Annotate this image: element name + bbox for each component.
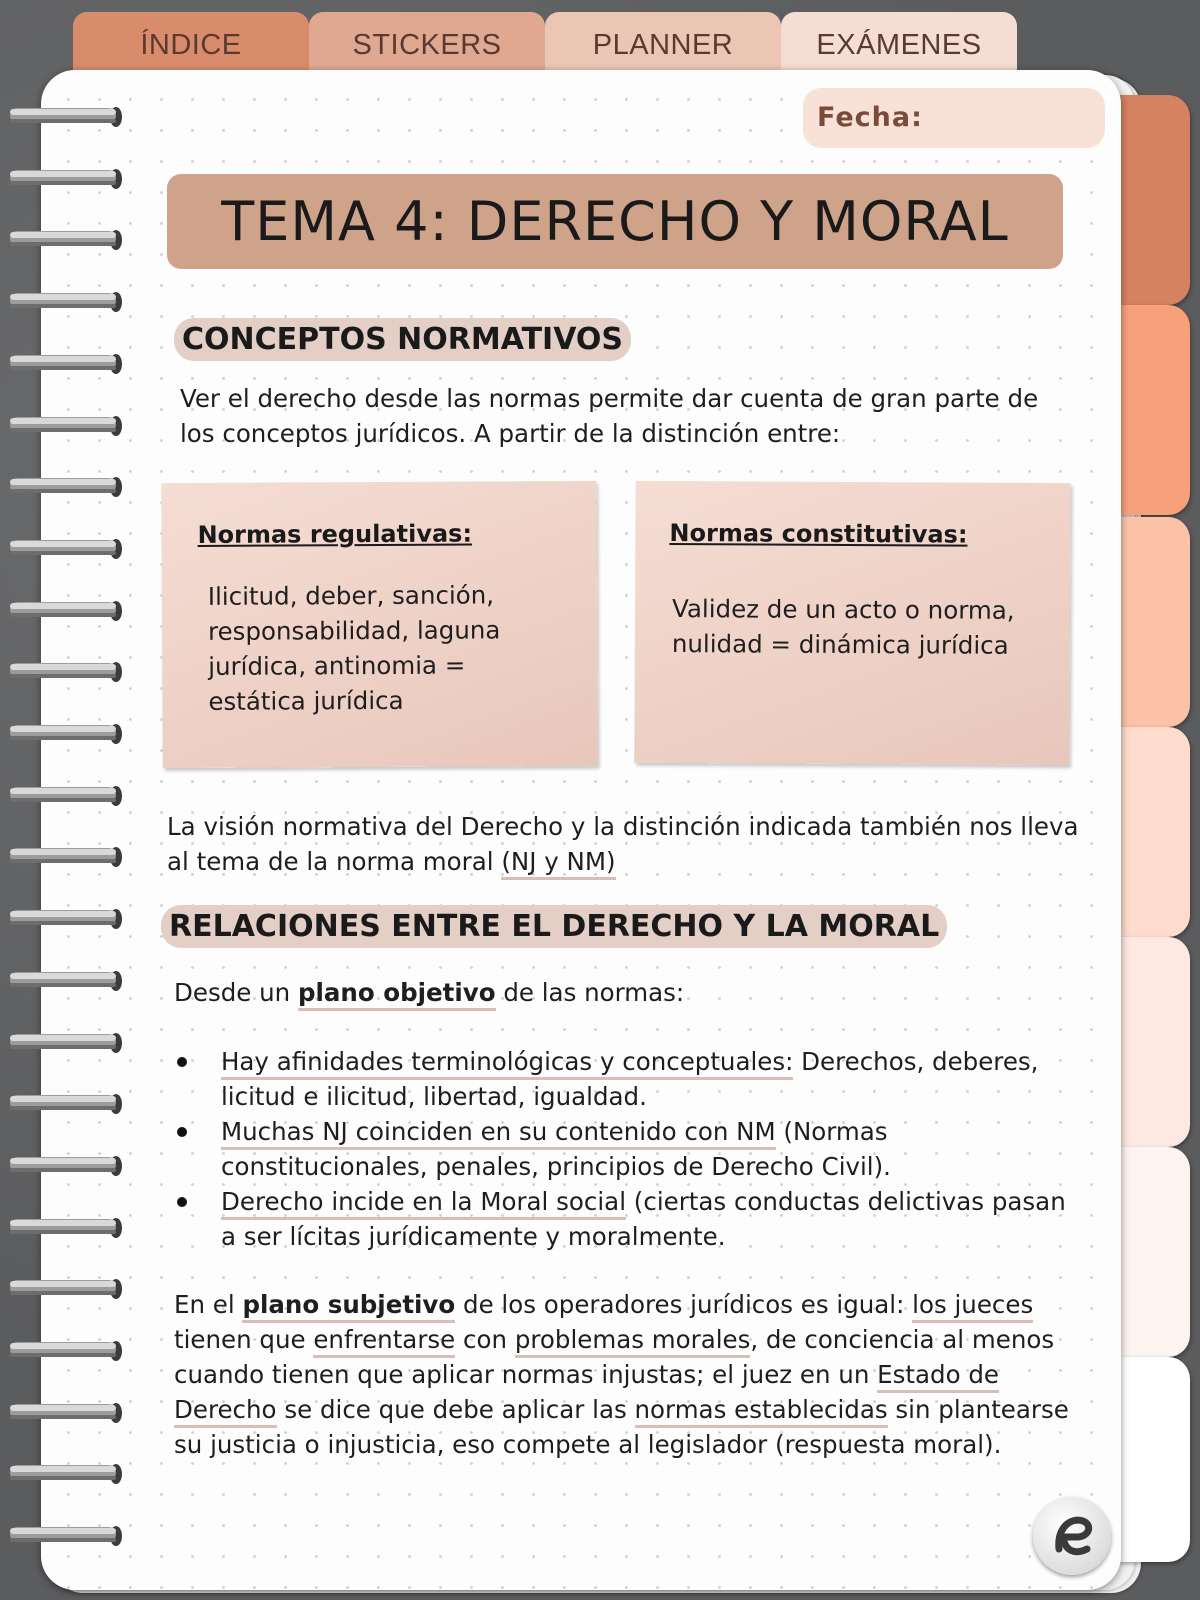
- side-tab-5[interactable]: [1118, 937, 1190, 1147]
- binder-ring: [4, 1151, 122, 1177]
- binder-ring: [4, 781, 122, 807]
- binder-ring: [4, 719, 122, 745]
- note-body: Validez de un acto o norma, nulidad = dinámica jurídica: [671, 594, 1015, 660]
- bullet-dot: [177, 1127, 187, 1137]
- section-heading-conceptos: CONCEPTOS NORMATIVOS: [174, 318, 631, 361]
- binder-ring: [4, 349, 122, 375]
- page-title: TEMA 4: DERECHO Y MORAL: [221, 190, 1009, 253]
- binder-ring: [4, 1459, 122, 1485]
- binder-ring: [4, 225, 122, 251]
- plano-subjetivo-paragraph: En el plano subjetivo de los operadores jurídicos es igual: los jueces tienen que enfrentarse con problemas morales, de conciencia al menos cuando tienen que aplicar normas injustas; el juez en un Estado de Derecho se dice que debe aplicar las normas establecidas sin plantearse su justicia o injusticia, eso compete al legislador (respuesta moral).: [174, 1290, 1069, 1459]
- binder-ring: [4, 657, 122, 683]
- binder-ring: [4, 1213, 122, 1239]
- binder-ring: [4, 1521, 122, 1547]
- binder-ring: [4, 904, 122, 930]
- date-label: Fecha:: [817, 102, 923, 133]
- intro-text: Ver el derecho desde las normas permite dar cuenta de gran parte de los conceptos jurídicos. A partir de la distinción entre:: [180, 384, 1039, 448]
- date-field[interactable]: [803, 88, 1105, 148]
- side-tab-2[interactable]: [1118, 305, 1190, 515]
- binder-ring: [4, 1274, 122, 1300]
- binder-ring: [4, 164, 122, 190]
- side-tab-1[interactable]: [1118, 95, 1190, 305]
- tab-planner[interactable]: PLANNER: [545, 12, 781, 78]
- note-body: Ilicitud, deber, sanción, responsabilidad, laguna jurídica, antinomia = estática jurídica: [207, 580, 501, 716]
- section-heading-relaciones: RELACIONES ENTRE EL DERECHO Y LA MORAL: [161, 905, 947, 948]
- binder-ring: [4, 1336, 122, 1362]
- binder-ring: [4, 842, 122, 868]
- bullet-dot: [177, 1197, 187, 1207]
- logo-icon: [1033, 1497, 1111, 1575]
- side-tab-6[interactable]: [1118, 1147, 1190, 1357]
- note-constitutivas: [634, 481, 1070, 765]
- bullet-item: Muchas NJ coinciden en su contenido con NM (Normas constitucionales, penales, principios de Derecho Civil).: [221, 1117, 891, 1181]
- bullet-item: Hay afinidades terminológicas y conceptuales: Derechos, deberes, licitud e ilicitud, libertad, igualdad.: [221, 1047, 1039, 1111]
- vision-paragraph: La visión normativa del Derecho y la distinción indicada también nos lleva al tema de la norma moral (NJ y NM): [167, 809, 1079, 879]
- binder-ring: [4, 472, 122, 498]
- bullet-item: Derecho incide en la Moral social (ciertas conductas delictivas pasan a ser lícitas jurídicamente y moralmente.: [221, 1187, 1066, 1251]
- tab-examenes[interactable]: EXÁMENES: [781, 12, 1017, 78]
- bullet-dot: [177, 1057, 187, 1067]
- side-tab-7[interactable]: [1118, 1357, 1190, 1562]
- side-tab-3[interactable]: [1118, 517, 1190, 727]
- binder-ring: [4, 102, 122, 128]
- binder-ring: [4, 287, 122, 313]
- binder-ring: [4, 1398, 122, 1424]
- side-tab-4[interactable]: [1118, 727, 1190, 937]
- plano-objetivo-line: Desde un plano objetivo de las normas:: [174, 975, 684, 1010]
- binder-ring: [4, 596, 122, 622]
- tab-stickers[interactable]: STICKERS: [309, 12, 545, 78]
- binder-ring: [4, 411, 122, 437]
- binder-ring: [4, 534, 122, 560]
- note-heading: Normas constitutivas:: [669, 519, 968, 549]
- note-regulativas: [161, 481, 597, 768]
- note-heading: Normas regulativas:: [197, 519, 473, 549]
- binder-ring: [4, 1089, 122, 1115]
- binder-ring: [4, 1028, 122, 1054]
- tab-indice[interactable]: ÍNDICE: [73, 12, 309, 78]
- page-title-box: [167, 174, 1063, 269]
- brand-logo: [1033, 1497, 1111, 1575]
- binder-ring: [4, 966, 122, 992]
